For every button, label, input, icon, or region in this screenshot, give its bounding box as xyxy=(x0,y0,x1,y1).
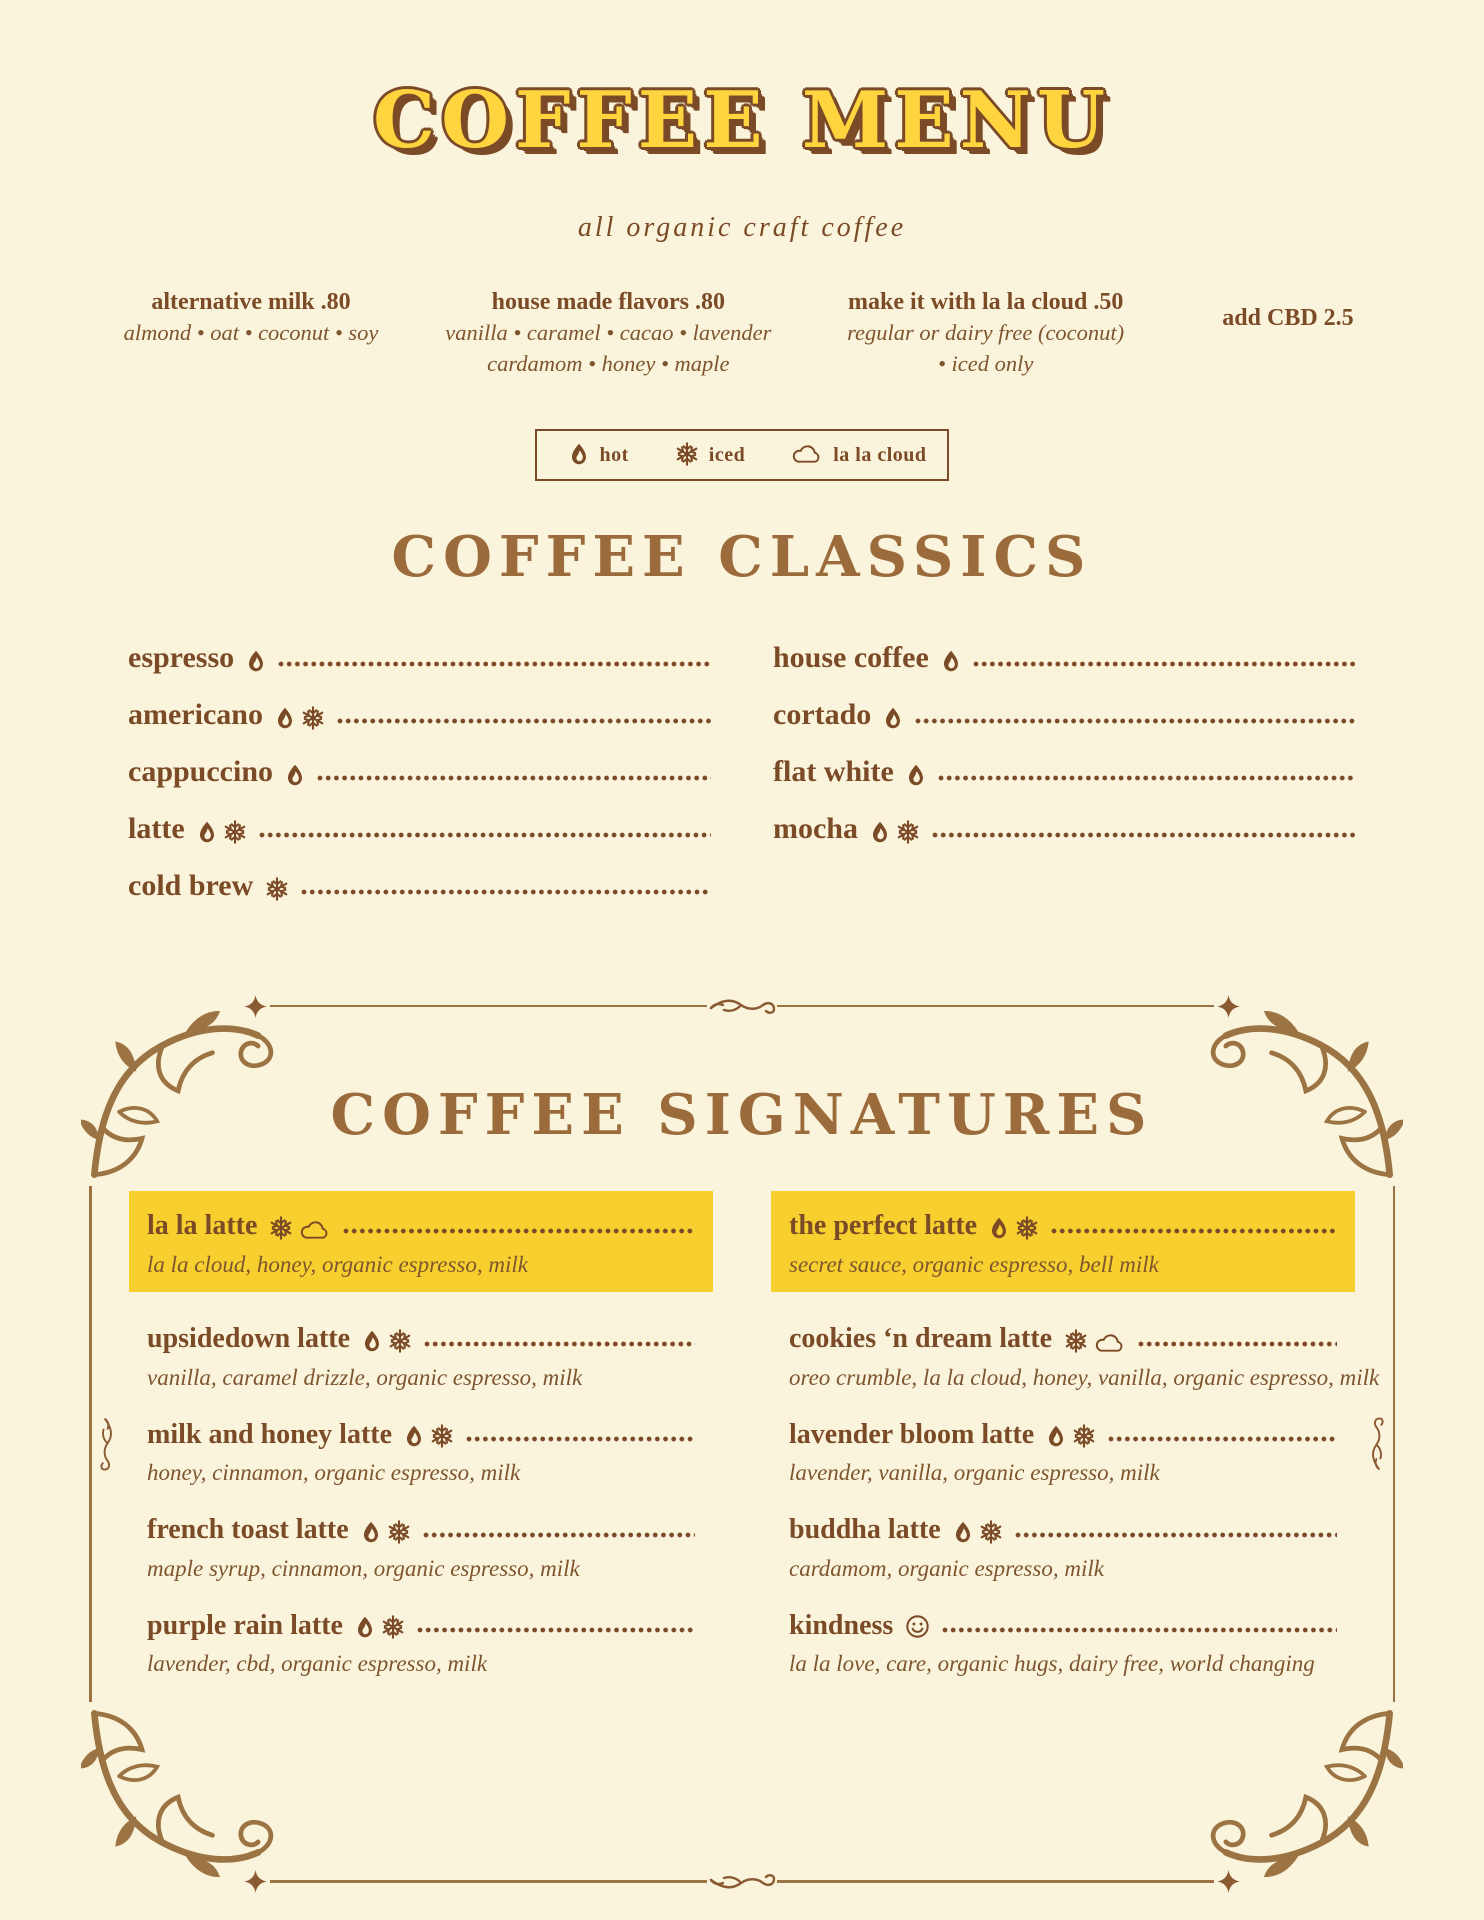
frame-flourish-top-right-icon xyxy=(1203,997,1403,1179)
hot-icon xyxy=(362,1329,382,1353)
menu-item-americano xyxy=(128,693,711,733)
iced-icon xyxy=(675,442,699,466)
dotted-leader xyxy=(938,775,1356,781)
menu-item-icons xyxy=(269,1216,331,1240)
hot-icon xyxy=(989,1216,1009,1240)
legend-item-iced xyxy=(663,442,745,469)
menu-item-icons xyxy=(246,649,266,673)
info-title: house made flavors .80 xyxy=(491,289,725,315)
dotted-leader xyxy=(423,1532,695,1538)
menu-item-icons xyxy=(197,820,247,844)
signatures-left-column xyxy=(129,1191,713,1700)
menu-item-name: french toast latte xyxy=(147,1514,349,1546)
menu-item-icons xyxy=(362,1329,412,1353)
hot-icon xyxy=(569,442,589,466)
hot-icon xyxy=(285,763,305,787)
cloud-icon xyxy=(299,1219,331,1240)
menu-item-name: espresso xyxy=(128,640,235,674)
dotted-leader xyxy=(973,661,1356,667)
menu-item-icons xyxy=(953,1520,1003,1544)
smile-icon xyxy=(905,1614,930,1639)
iced-icon xyxy=(896,820,920,844)
frame-scroll-ornament-icon xyxy=(707,994,777,1020)
menu-item-icons xyxy=(275,706,325,730)
hot-icon xyxy=(275,706,295,730)
classics-left-column xyxy=(128,636,711,921)
legend-icon xyxy=(791,443,823,464)
iced-icon xyxy=(387,1520,411,1544)
info-title: alternative milk .80 xyxy=(151,289,351,315)
info-line: vanilla • caramel • cacao • lavender xyxy=(445,320,772,346)
signature-item-the-perfect-latte xyxy=(771,1191,1355,1292)
signatures-right-column xyxy=(771,1191,1380,1700)
menu-item-description: honey, cinnamon, organic espresso, milk xyxy=(147,1460,521,1486)
icon-legend xyxy=(535,429,949,481)
legend-item-hot xyxy=(557,442,628,469)
frame-line-left xyxy=(89,1186,92,1702)
dotted-leader xyxy=(317,775,711,781)
iced-icon xyxy=(265,877,289,901)
legend-label: iced xyxy=(708,443,746,466)
menu-item-icons xyxy=(906,763,926,787)
frame-line-right xyxy=(1393,1186,1396,1702)
signature-item-lavender-bloom-latte xyxy=(771,1413,1355,1487)
hot-icon xyxy=(1046,1424,1066,1448)
menu-item-icons xyxy=(905,1614,930,1639)
info-col-alternative-milk xyxy=(96,286,406,379)
menu-item-name: milk and honey latte xyxy=(147,1418,393,1450)
menu-item-name: latte xyxy=(128,811,185,845)
menu-item-espresso xyxy=(128,636,711,676)
dotted-leader xyxy=(1108,1436,1337,1442)
legend-icon xyxy=(675,442,699,466)
frame-flourish-top-left-icon xyxy=(81,997,281,1179)
info-line: regular or dairy free (coconut) xyxy=(847,320,1125,346)
iced-icon xyxy=(1015,1216,1039,1240)
iced-icon xyxy=(1072,1424,1096,1448)
menu-item-description: vanilla, caramel drizzle, organic espresso, milk xyxy=(147,1364,583,1390)
hot-icon xyxy=(197,820,217,844)
dotted-leader xyxy=(424,1341,695,1347)
frame-flourish-bottom-left-icon xyxy=(81,1709,281,1891)
legend-item-la-la-cloud xyxy=(779,443,926,467)
menu-item-name: kindness xyxy=(789,1609,894,1641)
iced-icon xyxy=(269,1216,293,1240)
menu-item-icons xyxy=(870,820,920,844)
dotted-leader xyxy=(1015,1532,1337,1538)
signatures-heading: COFFEE SIGNATURES xyxy=(330,1081,1154,1148)
hot-icon xyxy=(246,649,266,673)
cloud-icon xyxy=(1094,1332,1126,1353)
menu-item-name: the perfect latte xyxy=(789,1210,978,1242)
menu-item-cold-brew xyxy=(128,864,711,904)
menu-item-name: buddha latte xyxy=(789,1514,941,1546)
menu-item-icons xyxy=(1064,1329,1126,1353)
signature-item-cookies-n-dream-latte xyxy=(771,1318,1380,1392)
menu-item-icons xyxy=(941,649,961,673)
classics-grid xyxy=(128,636,1356,921)
dotted-leader xyxy=(337,718,711,724)
dotted-leader xyxy=(1051,1228,1337,1234)
iced-icon xyxy=(388,1329,412,1353)
signature-item-purple-rain-latte xyxy=(129,1604,713,1678)
hot-icon xyxy=(355,1615,375,1639)
frame-flourish-bottom-right-icon xyxy=(1203,1709,1403,1891)
menu-item-icons xyxy=(285,763,305,787)
hot-icon xyxy=(941,649,961,673)
dotted-leader xyxy=(932,832,1356,838)
iced-icon xyxy=(1064,1329,1088,1353)
menu-item-description: maple syrup, cinnamon, organic espresso, milk xyxy=(147,1555,580,1581)
dotted-leader xyxy=(915,718,1356,724)
menu-item-name: la la latte xyxy=(147,1210,258,1242)
dotted-leader xyxy=(417,1627,695,1633)
signatures-grid xyxy=(129,1191,1380,1700)
menu-item-latte xyxy=(128,807,711,847)
dotted-leader xyxy=(278,661,711,667)
hot-icon xyxy=(906,763,926,787)
signature-item-french-toast-latte xyxy=(129,1509,713,1583)
frame-star-icon xyxy=(243,994,268,1019)
info-line: almond • oat • coconut • soy xyxy=(123,320,379,346)
info-title: add CBD 2.5 xyxy=(1222,305,1354,331)
info-row xyxy=(96,286,1388,379)
menu-item-name: americano xyxy=(128,697,263,731)
menu-item-name: lavender bloom latte xyxy=(789,1418,1035,1450)
menu-item-name: house coffee xyxy=(773,640,929,674)
info-line: cardamom • honey • maple xyxy=(487,350,730,376)
menu-item-mocha xyxy=(773,807,1356,847)
legend-label: hot xyxy=(599,443,629,466)
iced-icon xyxy=(381,1615,405,1639)
classics-right-column xyxy=(773,636,1356,921)
menu-item-icons xyxy=(265,877,289,901)
classics-heading: COFFEE CLASSICS xyxy=(391,524,1093,591)
iced-icon xyxy=(979,1520,1003,1544)
info-col-house-flavors xyxy=(433,286,783,379)
menu-item-name: cortado xyxy=(773,697,872,731)
menu-item-house-coffee xyxy=(773,636,1356,676)
menu-item-icons xyxy=(989,1216,1039,1240)
info-col-la-la-cloud xyxy=(811,286,1161,379)
menu-item-cappuccino xyxy=(128,750,711,790)
menu-item-icons xyxy=(361,1520,411,1544)
dotted-leader xyxy=(343,1228,695,1234)
hot-icon xyxy=(953,1520,973,1544)
hot-icon xyxy=(883,706,903,730)
menu-item-description: la la love, care, organic hugs, dairy free, world changing xyxy=(789,1651,1315,1677)
signature-item-kindness xyxy=(771,1604,1355,1678)
frame-scroll-ornament-icon xyxy=(1367,1416,1389,1472)
menu-item-description: lavender, cbd, organic espresso, milk xyxy=(147,1651,488,1677)
page-subtitle: all organic craft coffee xyxy=(577,212,907,243)
frame-scroll-ornament-icon xyxy=(707,1868,777,1894)
dotted-leader xyxy=(466,1436,695,1442)
signature-item-milk-and-honey-latte xyxy=(129,1413,713,1487)
dotted-leader xyxy=(1138,1341,1337,1347)
menu-item-name: cold brew xyxy=(128,868,254,902)
frame-star-icon xyxy=(1216,1869,1241,1894)
menu-item-flat-white xyxy=(773,750,1356,790)
info-line: • iced only xyxy=(937,350,1034,376)
menu-item-description: la la cloud, honey, organic espresso, milk xyxy=(147,1251,528,1277)
signature-item-buddha-latte xyxy=(771,1509,1355,1583)
menu-item-description: lavender, vanilla, organic espresso, milk xyxy=(789,1460,1160,1486)
menu-item-name: cappuccino xyxy=(128,754,274,788)
legend-icon xyxy=(569,442,589,466)
menu-item-icons xyxy=(355,1615,405,1639)
menu-item-description: cardamom, organic espresso, milk xyxy=(789,1555,1104,1581)
frame-star-icon xyxy=(243,1869,268,1894)
menu-item-icons xyxy=(404,1424,454,1448)
signature-item-upsidedown-latte xyxy=(129,1318,713,1392)
page-title: COFFEE MENU xyxy=(373,75,1111,166)
iced-icon xyxy=(301,706,325,730)
dotted-leader xyxy=(259,832,711,838)
menu-item-icons xyxy=(1046,1424,1096,1448)
menu-item-name: cookies ‘n dream latte xyxy=(789,1322,1053,1354)
frame-scroll-ornament-icon xyxy=(95,1416,117,1472)
info-title: make it with la la cloud .50 xyxy=(847,289,1124,315)
dotted-leader xyxy=(942,1627,1337,1633)
menu-item-name: flat white xyxy=(773,754,894,788)
signature-item-la-la-latte xyxy=(129,1191,713,1292)
menu-item-name: purple rain latte xyxy=(147,1609,343,1641)
hot-icon xyxy=(361,1520,381,1544)
iced-icon xyxy=(223,820,247,844)
hot-icon xyxy=(404,1424,424,1448)
menu-item-name: mocha xyxy=(773,811,858,845)
legend-label: la la cloud xyxy=(833,443,927,466)
iced-icon xyxy=(430,1424,454,1448)
menu-item-name: upsidedown latte xyxy=(147,1322,351,1354)
menu-item-description: oreo crumble, la la cloud, honey, vanilla, organic espresso, milk xyxy=(789,1364,1380,1390)
menu-item-description: secret sauce, organic espresso, bell milk xyxy=(789,1251,1159,1277)
dotted-leader xyxy=(301,889,711,895)
hot-icon xyxy=(870,820,890,844)
signatures-frame xyxy=(75,991,1409,1897)
menu-item-icons xyxy=(883,706,903,730)
menu-item-cortado xyxy=(773,693,1356,733)
info-col-add-cbd xyxy=(1188,286,1388,379)
frame-star-icon xyxy=(1216,994,1241,1019)
cloud-icon xyxy=(791,443,823,464)
